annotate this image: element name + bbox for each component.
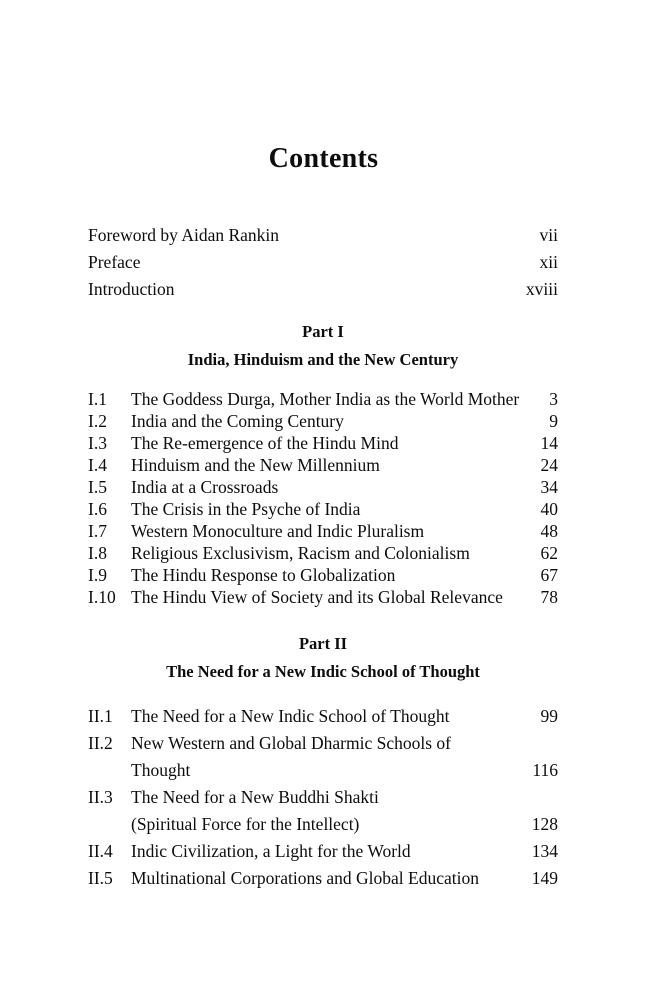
part-subtitle: India, Hinduism and the New Century <box>187 350 459 369</box>
toc-entry-number: I.7 <box>88 521 107 541</box>
toc-entry-title: The Crisis in the Psyche of India <box>131 499 361 519</box>
toc-entry-i-4[interactable] <box>88 454 558 476</box>
toc-entry-line-1 <box>88 730 558 757</box>
toc-entry-title: The Re-emergence of the Hindu Mind <box>131 433 399 453</box>
toc-entry-number: I.9 <box>88 565 107 585</box>
toc-entry-number: I.4 <box>88 455 107 475</box>
part-header-1 <box>88 318 558 374</box>
toc-entry-page: 9 <box>549 411 558 431</box>
toc-entry-title: Foreword by Aidan Rankin <box>88 225 280 245</box>
toc-entry-i-5[interactable] <box>88 476 558 498</box>
toc-entry-title: India at a Crossroads <box>131 477 279 497</box>
toc-entry-line-2 <box>88 757 558 784</box>
toc-entry-title: Western Monoculture and Indic Pluralism <box>131 521 425 541</box>
toc-entry-title-line-2: Thought <box>131 760 191 780</box>
toc-entry-title-line-2: (Spiritual Force for the Intellect) <box>131 814 360 834</box>
toc-entry-title: Religious Exclusivism, Racism and Colonialism <box>131 543 470 563</box>
toc-entry-page: 149 <box>531 868 558 888</box>
toc-entry-number: I.1 <box>88 389 107 409</box>
toc-entry-number: II.1 <box>88 706 113 726</box>
toc-entry-i-8[interactable] <box>88 542 558 564</box>
toc-entry-i-1[interactable] <box>88 388 558 410</box>
part-header-2 <box>88 630 558 686</box>
page-title: Contents <box>268 142 379 174</box>
toc-entry-title: The Goddess Durga, Mother India as the World Mother <box>131 389 520 409</box>
toc-entry-title: The Hindu Response to Globalization <box>131 565 396 585</box>
toc-entry-title: Multinational Corporations and Global Education <box>131 868 479 888</box>
toc-entry-ii-5[interactable] <box>88 865 558 892</box>
toc-entry-number: I.8 <box>88 543 107 563</box>
toc-entry-introduction[interactable] <box>88 276 558 303</box>
toc-entry-number: II.2 <box>88 733 113 753</box>
toc-entry-preface[interactable] <box>88 249 558 276</box>
toc-entry-ii-1[interactable] <box>88 703 558 730</box>
toc-entry-ii-4[interactable] <box>88 838 558 865</box>
toc-entry-ii-3[interactable] <box>88 784 558 838</box>
toc-entry-i-7[interactable] <box>88 520 558 542</box>
toc-entry-number: II.3 <box>88 787 113 807</box>
toc-entry-number: I.6 <box>88 499 107 519</box>
toc-entry-title-line-1: New Western and Global Dharmic Schools of <box>131 733 451 753</box>
toc-entry-page: 99 <box>540 706 558 726</box>
toc-entry-page: 128 <box>531 814 558 834</box>
toc-entry-i-6[interactable] <box>88 498 558 520</box>
toc-entry-line-2 <box>88 811 558 838</box>
toc-entry-page: 78 <box>540 587 558 607</box>
toc-entry-i-2[interactable] <box>88 410 558 432</box>
toc-entry-page: 40 <box>540 499 558 519</box>
part-2-entry-list <box>88 703 558 892</box>
part-1-entry-list <box>88 388 558 608</box>
toc-entry-number: I.5 <box>88 477 107 497</box>
toc-entry-page: vii <box>539 225 558 245</box>
toc-entry-number: II.4 <box>88 841 113 861</box>
toc-entry-title: The Hindu View of Society and its Global Relevance <box>131 587 503 607</box>
toc-entry-number: I.3 <box>88 433 107 453</box>
toc-entry-page: 134 <box>531 841 558 861</box>
toc-entry-title: Indic Civilization, a Light for the World <box>131 841 411 861</box>
toc-entry-page: 24 <box>540 455 558 475</box>
part-subtitle: The Need for a New Indic School of Thought <box>166 662 480 681</box>
part-label: Part II <box>298 634 348 653</box>
toc-entry-i-3[interactable] <box>88 432 558 454</box>
toc-entry-number: I.10 <box>88 587 116 607</box>
toc-entry-ii-2[interactable] <box>88 730 558 784</box>
toc-entry-page: 48 <box>540 521 558 541</box>
toc-entry-page: 3 <box>549 389 558 409</box>
toc-entry-title: The Need for a New Indic School of Thought <box>131 706 450 726</box>
toc-entry-i-9[interactable] <box>88 564 558 586</box>
toc-entry-title: India and the Coming Century <box>131 411 344 431</box>
toc-entry-page: 34 <box>540 477 558 497</box>
front-matter-list <box>88 222 558 303</box>
toc-entry-title: Hinduism and the New Millennium <box>131 455 380 475</box>
toc-entry-i-10[interactable] <box>88 586 558 608</box>
toc-entry-title: Preface <box>88 252 141 272</box>
toc-entry-number: I.2 <box>88 411 107 431</box>
toc-entry-page: xviii <box>525 279 558 299</box>
toc-entry-line-1 <box>88 784 558 811</box>
toc-entry-title: Introduction <box>88 279 175 299</box>
table-of-contents <box>88 222 558 892</box>
toc-entry-foreword[interactable] <box>88 222 558 249</box>
toc-entry-title-line-1: The Need for a New Buddhi Shakti <box>131 787 379 807</box>
part-label: Part I <box>302 322 344 341</box>
toc-entry-page: xii <box>539 252 558 272</box>
toc-entry-page: 62 <box>540 543 558 563</box>
toc-entry-page: 67 <box>540 565 558 585</box>
toc-entry-number: II.5 <box>88 868 113 888</box>
toc-entry-page: 116 <box>532 760 558 780</box>
toc-entry-page: 14 <box>540 433 558 453</box>
